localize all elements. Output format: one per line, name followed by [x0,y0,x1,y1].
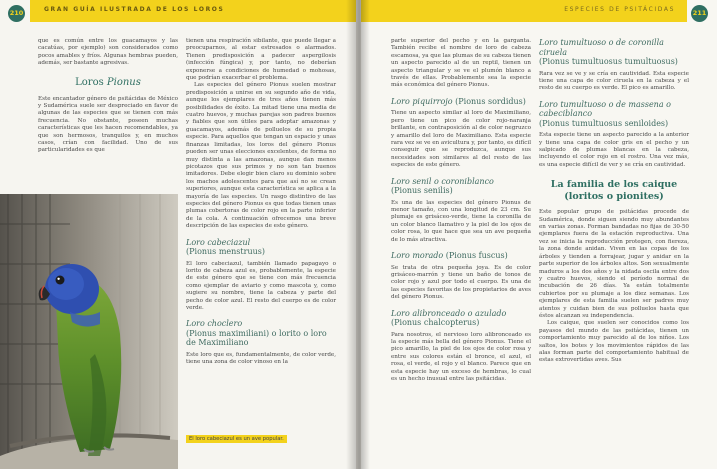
species-title: Loro senil o coroniblanco [391,176,494,186]
species-title: Loro alibronceado o azulado [391,308,507,318]
species-loro-morado [391,251,531,261]
species-body: El loro cabeciazul, también llamado papagayo o lorito de cabeza azul es, probablemente, la especie de este género que se tiene con más frecuencia como ejemplar de aviario y como mascota y, como sugiere su nombre, tiene la cabeza y parte del pecho de color azul. El resto del cuerpo es de color verde. [186,260,336,311]
species-sci: (Pionus chalcopterus) [391,318,480,328]
species-body: Este loro que es, fundamentalmente, de color verde, tiene una zona de color vinoso en la [186,351,336,366]
right-running-head: ESPECIES DE PSITÁCIDAS [564,6,675,13]
species-sci: (Pionus senilis) [391,186,453,196]
species-sci: (Pionus maximiliani) o lorito o loro de Maximiliano [186,328,327,348]
species-body: Se trata de otra pequeña joya. Es de color grisáceo-marrón y tiene un baño de tonos de color rojo y azul por todo el cuerpo. Es una de las especies favoritas de los propietarios de aves del género Pionus. [391,264,531,301]
species-body: Para nosotros, el nervioso loro alibronceado es la especie más bella del género Pionus. Tiene el pico amarillo, la piel de los ojos de color rosa y entre sus colores están el bronce, el azul, el rosa, el verde, el rojo y el blanco. Parece que en esta especie hay un exceso de hembras, lo cual es un hecho inusual entre las psitácidas. [391,331,531,382]
left-page [0,0,356,469]
left-page-number: 210 [8,5,25,22]
species-sci: (Pionus sordidus) [455,96,526,106]
species-body: Tiene un aspecto similar al loro de Maximiliano, pero tiene un pico de color rojo-naranja brillante, en contraposición al de color negruzco y amarillo del loro de Maximiliano. Esta especie rara vez se ve en avicultura y, por tanto, es difícil conseguir que se reproduzca, aunque sus necesidades son similares al del resto de las especies de este género. [391,110,531,169]
left-column-1 [38,38,178,155]
species-body: Esta especie tiene un aspecto parecido a la anterior y tiene una capa de color gris en el pecho y un salpicado de plumas blancas en la cabeza, incluyendo el color rojo en el rostro. Una vez más, es una especie difícil de ver y se cría en cautividad. [539,132,689,168]
species-title: Loro tumultuoso o de massena o cabeciblanco [539,99,671,119]
left-col2-p1: tienen una respiración sibilante, que puede llegar a preocuparnos, al estar estresados o alarmados. Tienen predisposición a padecer aspergilosis (infección fúngica) y, por tanto, no deberían exponerse a condiciones de humedad o mohosas, que podrían exacerbar el problema. [186,38,336,82]
species-loro-choclero [186,319,336,348]
left-running-head: GRAN GUÍA ILUSTRADA DE LOS LOROS [44,6,225,13]
left-col1-intro: que es común entre los guacamayos y las cacatúas, por ejemplo) son considerados como pocos amables y fríos. Algunas hembras pueden, además, ser bastante agresivas. [38,38,178,67]
species-title: Loro cabeciazul [186,237,251,247]
species-tumultuoso-ciruela [539,38,689,67]
caique-paragraph-1: Este popular grupo de psitácidas procede de Sudamérica, donde siguen siendo muy abundantes en varias zonas. Forman bandadas no fijas de 30-50 ejemplares fuera de la estación reproductiva. Una vez se inicia la reproducción protegen, con fiereza, la zona donde anidan. Viven en las copas de los árboles y tienden a forrajear, jugar y anidar en la parte superior de los árboles altos. Son sexualmente maduros a los dos años y la nidada oscila entre dos y cuatro huevos, siendo el período normal de incubación de 26 días. Ya están totalmente cubiertos por su plumaje a los diez semanas. Los ejemplares de esta familia suelen ser padres muy atentos y cuidan bien de sus polluelos hasta que éstos alcanzan su independencia. [539,209,689,319]
species-sci: (Pionus tumultuosus seniloides) [539,118,669,128]
species-body: Rara vez se ve y se cría en cautividad. Esta especie tiene una capa de color ciruela en la cabeza y el resto de su cuerpo es verde. El pico es amarillo. [539,70,689,92]
species-loro-cabeciazul [186,238,336,257]
section-heading-italic: Pionus [106,76,141,88]
species-loro-senil [391,177,531,196]
right-column-2 [539,38,689,365]
left-col2-p2: Las especies del género Pionus suelen mostrar predisposición a unirse en su segundo año de vida, aunque los ejemplares de tres años tienen más posibilidades de éxito. La mitad tiene una media de cuatro huevos, y muchas parejas son padres buenos y fiables que son útiles para adoptar amazonas y guacamayos, además de polluelos de su propia especie. Para aquellos que tengan un espacio y unas finanzas limitadas, los loros del género Pionus pueden ser unas elecciones excelentes, de forma no muy distinta a las amazonas, aunque dan menos picotazos que sus primos y no son tan buenos imitadores. Debe elegir bien claro su dominio sobre los machos adolescentes para que así no se crean superiores, aunque esta característica se aplica a la mayoría de las especies. Un rasgo distintivo de las especies del género Pionus es que todas tienen unas plumas cobertoras de color rojo en la parte inferior de la cola. A continuación ofrecemos una breve descripción de las especies de este género. [186,82,336,230]
blue-headed-parrot-illustration [0,194,178,469]
species-sci: (Pionus fuscus) [445,251,508,261]
species-title: Loro piquirrojo [391,96,453,106]
left-column-2 [186,38,336,367]
parrot-photo [0,194,178,469]
photo-caption: El loro cabeciazul es un ave popular. [186,435,287,443]
right-page-number: 211 [691,5,708,22]
left-col1-body: Este encantador género de psitácidas de México y Sudamérica suele ser despreciado en favor de algunas de las especies que se tienen con más frecuencia. No obstante, poseen muchas características que les hacen recomendables, ya que son hermosos, tranquilos y, en muchos casos, crían con facilidad. Uno de sus particularidades es que [38,95,178,154]
species-title: Loro choclero [186,319,243,329]
section-heading-text: Loros [75,76,104,88]
species-loro-piquirrojo [391,97,531,107]
species-title: Loro tumultuoso o de coronilla ciruela [539,38,664,57]
species-title: Loro morado [391,251,444,261]
right-col1-intro: parte superior del pecho y en la garganta. También recibe el nombre de loro de cabeza escamosa, ya que las plumas de su cabeza tienen un aspecto parecido al de un reptil, tienen un aspecto triangular y se ve el plumón blanco a través de ellas. Probablemente sea la especie más económica del género Pionus. [391,38,531,89]
species-loro-alibronceado [391,309,531,328]
species-sci: (Pionus tumultuosus tumultuosus) [539,57,678,66]
section-heading-caique: La familia de los caique (loritos o pionites) [550,179,678,202]
species-sci: (Pionus menstruus) [186,247,265,257]
section-heading-pionus [38,77,178,89]
right-page [361,0,717,469]
right-column-1 [391,38,531,383]
species-tumultuoso-massena [539,100,689,129]
book-gutter-shadow [346,0,370,469]
caique-paragraph-2: Los caique, que suelen ser conocidos como los payasos del mundo de las psitácidas, tienen un comportamiento muy parecido al de los niños. Los saltos, los botes y los movimientos rápidos de las alas forman parte del comportamiento habitual de estas extrovertidas aves. Sus [539,320,689,364]
species-body: Es una de las especies del género Pionus de menor tamaño, con una longitud de 23 cm. Su plumaje es grisáceo-verde, tiene la coronilla de un color blanco llamativo y la piel de los ojos de color rosa, lo que hace que sea un ave pequeña de lo más atractiva. [391,199,531,243]
